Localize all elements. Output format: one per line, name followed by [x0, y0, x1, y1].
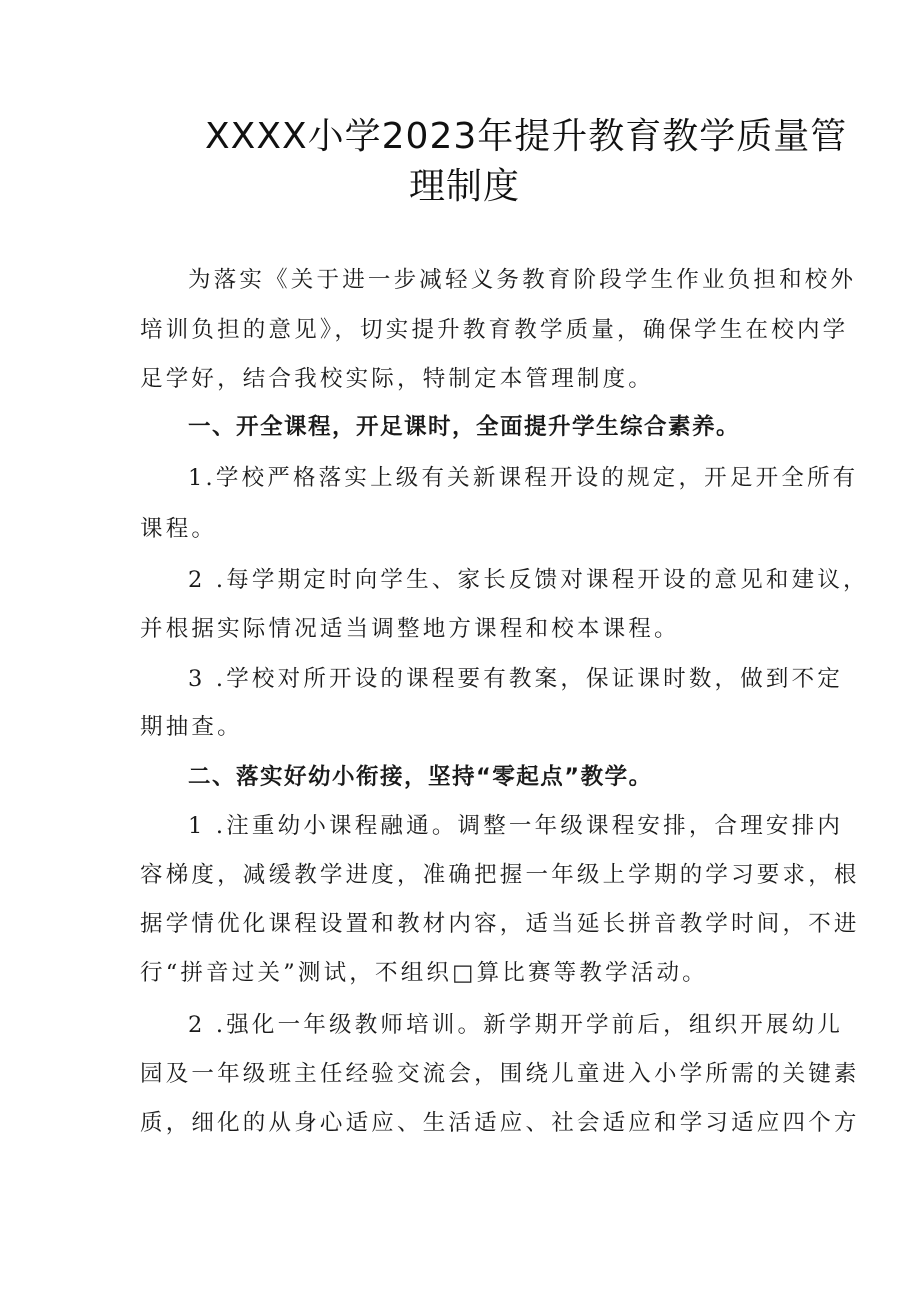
intro-paragraph-line-1: 为落实《关于进一步减轻义务教育阶段学生作业负担和校外 — [188, 267, 857, 293]
section-2-item-2-line-1: 2 .强化一年级教师培训。新学期开学前后，组织开展幼儿 — [188, 1012, 844, 1038]
document-title-line-1: XXXX小学2023年提升教育教学质量管 — [205, 116, 848, 157]
section-1-item-3-line-1: 3 .学校对所开设的课程要有教案，保证课时数，做到不定 — [188, 666, 844, 692]
intro-paragraph-line-2: 培训负担的意见》，切实提升教育教学质量，确保学生在校内学 — [140, 317, 849, 343]
section-heading-2: 二、落实好幼小衔接，坚持“零起点”教学。 — [188, 764, 653, 790]
document-title-line-2: 理制度 — [409, 166, 521, 207]
section-1-item-3-line-2: 期抽查。 — [140, 714, 243, 740]
section-2-item-1-line-1: 1 .注重幼小课程融通。调整一年级课程安排，合理安排内 — [188, 813, 844, 839]
section-1-item-1-line-2: 课程。 — [140, 516, 218, 542]
section-heading-1: 一、开全课程，开足课时，全面提升学生综合素养。 — [188, 414, 741, 440]
section-2-item-2-line-2: 园及一年级班主任经验交流会，围绕儿童进入小学所需的关键素 — [140, 1061, 860, 1087]
section-1-item-1-line-1: 1.学校严格落实上级有关新课程开设的规定，开足开全所有 — [188, 465, 859, 491]
section-2-item-1-line-2: 容梯度，减缓教学进度，准确把握一年级上学期的学习要求，根 — [140, 862, 860, 888]
section-2-item-1-line-3: 据学情优化课程设置和教材内容，适当延长拼音教学时间，不进 — [140, 911, 860, 937]
section-2-item-1-line-4: 行“拼音过关”测试，不组织□算比赛等教学活动。 — [140, 960, 708, 986]
section-2-item-2-line-3: 质，细化的从身心适应、生活适应、社会适应和学习适应四个方 — [140, 1110, 860, 1136]
section-1-item-2-line-2: 并根据实际情况适当调整地方课程和校本课程。 — [140, 616, 680, 642]
section-1-item-2-line-1: 2 .每学期定时向学生、家长反馈对课程开设的意见和建议， — [188, 567, 869, 593]
intro-paragraph-line-3: 足学好，结合我校实际，特制定本管理制度。 — [140, 366, 655, 392]
